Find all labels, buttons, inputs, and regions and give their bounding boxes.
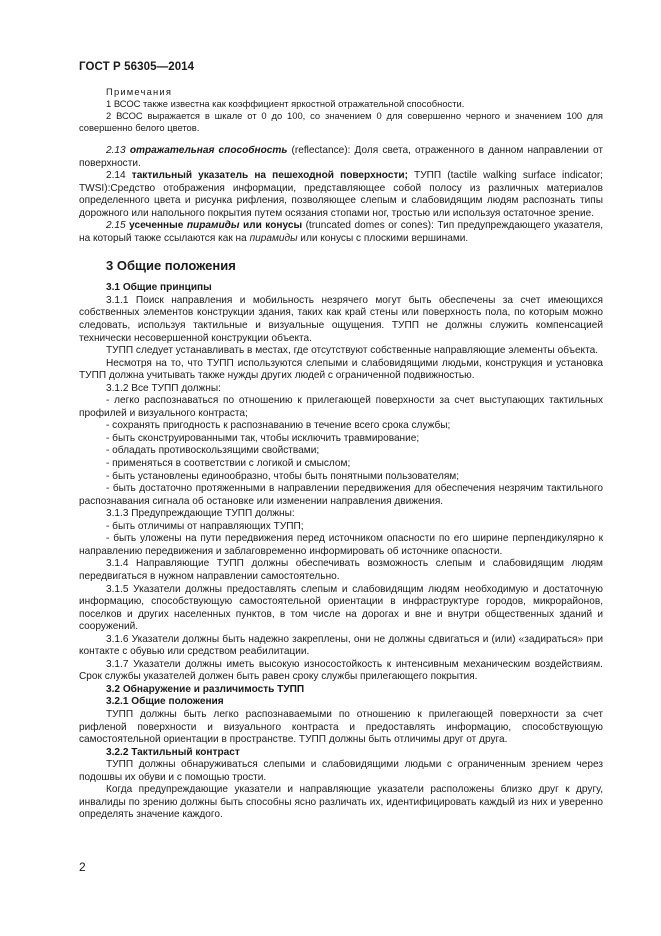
subsection-title: 3.2.2 Тактильный контраст (106, 746, 240, 758)
definition-2-14 (79, 170, 603, 220)
definition-number: 2.14 (106, 170, 132, 182)
paragraph-3-1-5: 3.1.5 Указатели должны предоставлять слепым и слабовидящим людям необходимую и достаточную информацию, способствующую самостоятельной ориентации в инфраструктуре городов, микрорайонов, поселков и других населенных пунктов, в том числе на дорогах и вне и внутри общественных зданий и сооружений. (79, 583, 603, 633)
page-number: 2 (79, 860, 86, 874)
definition-text: ТУПП (tactile walking surface indicator; TWSI):Средство отображения информации, представляющее собой полосу из различных материалов определенного цвета и рисунка рифления, позволяющее слепым и слабовидящим людям распознать типы дорожного или напольного покрытия путем осязания стопами ног, тростью или используя остаточное зрение. (79, 170, 603, 219)
subsection-title: 3.2 Обнаружение и различимость ТУПП (106, 683, 305, 695)
paragraph-3-1-4: 3.1.4 Направляющие ТУПП должны обеспечивать возможность слепым и слабовидящим людям передвигаться в нужном направлении самостоятельно. (79, 558, 603, 582)
list-item: - быть отличимы от направляющих ТУПП; (106, 520, 304, 532)
paragraph-3-1-7: 3.1.7 Указатели должны иметь высокую износостойкость к интенсивным механическим воздействиям. Срок службы указателей должен быть равен сроку службы прилегающего покрытия. (79, 658, 603, 683)
note-1: 1 ВСОС также известна как коэффициент яркостной отражательной способности. (106, 98, 465, 109)
list-item: - обладать противоскользящими свойствами; (106, 445, 320, 457)
notes-title: Примечания (106, 86, 173, 97)
subsection-title: 3.2.1 Общие положения (106, 696, 224, 708)
paragraph: Когда предупреждающие указатели и направляющие указатели расположены близко друг к другу, инвалиды по зрению должны быть способны ясно различать их, идентифицировать каждый из них и уверенно определять значение каждого. (79, 784, 603, 821)
paragraph-3-1-2: 3.1.2 Все ТУПП должны: (106, 382, 221, 394)
list-item: - быть сконструированными так, чтобы исключить травмирование; (106, 432, 420, 444)
section-title: 3 Общие положения (106, 258, 236, 274)
definition-text: (truncated domes or cones): Тип предупреждающего указателя, на который также ссылаются как на (79, 220, 603, 244)
list-item: - легко распознаваться по отношению к прилегающей поверхности за счет выступающих тактильных профилей и визуального контраста; (79, 395, 603, 419)
paragraph-3-1-3: 3.1.3 Предупреждающие ТУПП должны: (106, 508, 295, 520)
subsection-title: 3.1 Общие принципы (106, 282, 212, 294)
list-item: - сохранять пригодность к распознаванию в течение всего срока службы; (106, 420, 451, 432)
paragraph-3-1-1: 3.1.1 Поиск направления и мобильность незрячего могут быть обеспечены за счет имеющихся собственных элементов конструкции здания, таких как край стены или поверхность пола, по которым можно следовать, используя тактильные и визуальные ощущения. ТУПП не должны служить компенсацией технически несовершенной конструкции объекта. (79, 294, 603, 344)
paragraph: Несмотря на то, что ТУПП используются слепыми и слабовидящими людьми, конструкция и установка ТУПП должна учитывать также нужды других людей с ограниченной подвижностью. (79, 357, 603, 382)
definition-term: тактильный указатель на пешеходной поверхности; (131, 170, 408, 182)
definition-term: усеченные (129, 220, 187, 232)
list-item: - быть уложены на пути передвижения перед источником опасности по его ширине перпендикулярно к направлению передвижения и заблаговременно информировать об источнике опасности. (79, 533, 603, 557)
definition-italic-word: пирамиды (249, 232, 298, 244)
definition-number: 2.13 (106, 145, 126, 156)
note-2: 2 ВСОС выражается в шкале от 0 до 100, со значением 0 для совершенно черного и значением 100 для совершенно белого цветов. (79, 110, 603, 133)
paragraph-3-1-6: 3.1.6 Указатели должны быть надежно закреплены, они не должны сдвигаться и (или) «задираться» при контакте с обувью или средством реабилитации. (79, 633, 603, 658)
definition-term-italic: пирамиды (186, 220, 240, 232)
document-body (79, 86, 603, 822)
paragraph: ТУПП следует устанавливать в местах, где отсутствуют собственные направляющие элементы объекта. (106, 345, 599, 357)
definition-2-13 (79, 145, 603, 170)
definition-text: или конусы с плоскими вершинами. (297, 232, 469, 244)
document-header: ГОСТ Р 56305—2014 (79, 61, 195, 73)
definition-2-15 (79, 220, 603, 245)
list-item: - быть достаточно протяженными в направлении передвижения для обеспечения незрячим тактильного распознавания сигнала об остановке или изменении направления движения. (79, 483, 603, 507)
definition-term: или конусы (239, 220, 303, 232)
definition-term: отражательная способность (129, 145, 288, 156)
list-item: - быть установлены единообразно, чтобы быть понятными пользователям; (106, 470, 460, 482)
definition-number: 2.15 (106, 220, 130, 232)
definition-text: (reflectance): Доля света, отраженного в данном направлении от поверхности. (79, 145, 604, 169)
paragraph-3-2-2: ТУПП должны обнаруживаться слепыми и слабовидящими людьми с ограниченным зрением через подошвы их обуви и с помощью трости. (79, 759, 603, 783)
paragraph-3-2-1: ТУПП должны быть легко распознаваемыми по отношению к прилегающей поверхности за счет рифленой поверхности и визуального контраста и предоставлять информацию, способствующую самостоятельной ориентации в пространстве. ТУПП должны быть отличимы друг от друга. (79, 708, 603, 746)
list-item: - применяться в соответствии с логикой и смыслом; (106, 458, 351, 470)
